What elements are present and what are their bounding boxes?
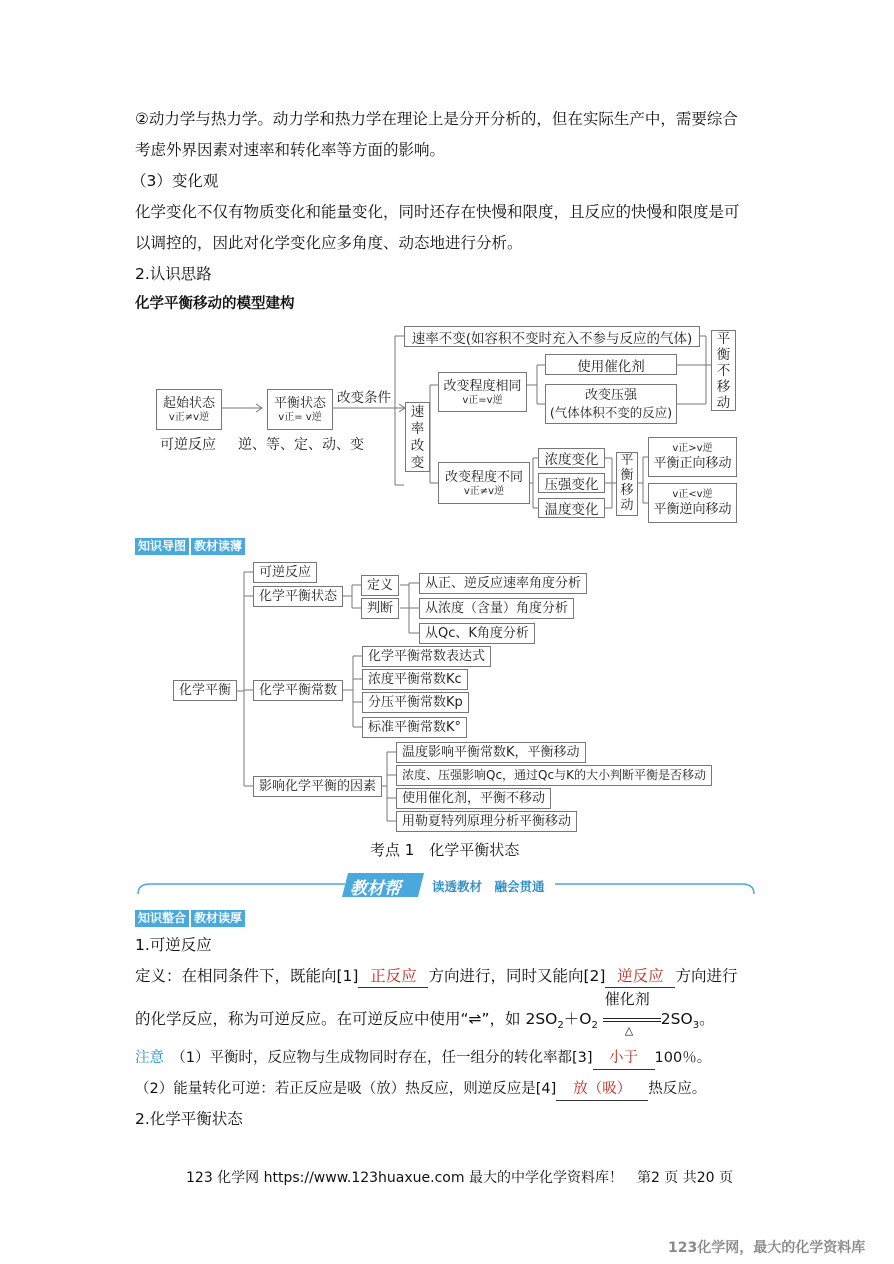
rate-change-char: 变 xyxy=(410,455,425,471)
rate-change-char: 速 xyxy=(410,404,425,420)
reaction-arrow xyxy=(603,990,661,1037)
mindmap-judgement: 判断 xyxy=(361,598,399,619)
mindmap-equilibrium-state: 化学平衡状态 xyxy=(253,586,343,607)
note-label: 注意 xyxy=(135,1050,164,1066)
start-state-caption: 可逆反应 xyxy=(160,437,216,453)
mindmap-factor-concentration-pressure: 浓度、压强影响Qc，通过Qc与K的大小判断平衡是否移动 xyxy=(396,765,712,786)
badge-textbook-thin: 教材读薄 xyxy=(191,538,245,555)
mindmap-constant-expression: 化学平衡常数表达式 xyxy=(362,646,491,667)
definition-line2 xyxy=(135,990,715,1037)
no-shift-char: 移 xyxy=(716,379,731,395)
rate-unchanged-box: 速率不变(如容积不变时充入不参与反应的气体) xyxy=(404,326,700,347)
definition-text-c: 方向进行 xyxy=(675,967,738,985)
pressure-change-label: 改变压强 xyxy=(584,388,637,403)
factor-pressure-box: 压强变化 xyxy=(538,473,605,493)
different-degree-condition: v正≠v逆 xyxy=(463,485,505,497)
note1-text-a: （1）平衡时，反应物与生成物同时存在，任一组分的转化率都[3] xyxy=(164,1050,593,1066)
mindmap-factor-catalyst: 使用催化剂，平衡不移动 xyxy=(396,788,551,809)
definition2-text-b: ＋O xyxy=(563,1010,592,1028)
note-line1 xyxy=(135,1047,711,1070)
note-line2 xyxy=(135,1078,706,1101)
mindmap-leaf-concentration: 从浓度（含量）角度分析 xyxy=(419,598,574,619)
note2-text-b: 热反应。 xyxy=(648,1081,707,1097)
shift-char: 移 xyxy=(620,483,634,498)
heat-label: △ xyxy=(624,1024,634,1037)
mindmap-leaf-qc-k: 从Qc、K角度分析 xyxy=(419,623,535,644)
answer-blank-1: 正反应 xyxy=(358,965,428,988)
badge-knowledge-map: 知识导图 xyxy=(135,538,189,555)
model-title: 化学平衡移动的模型建构 xyxy=(135,296,295,312)
equilibrium-state-label: 平衡状态 xyxy=(273,396,326,411)
banner-subtitle: 读透教材 融会贯通 xyxy=(432,879,545,894)
definition2-text-c: 2SO xyxy=(660,1010,693,1028)
heading-change-view: （3）变化观 xyxy=(131,172,219,190)
no-shift-char: 不 xyxy=(716,363,731,379)
subscript-2a: 2 xyxy=(557,1020,564,1032)
factor-temperature-box: 温度变化 xyxy=(538,498,605,518)
mindmap-constant-kp: 分压平衡常数Kp xyxy=(362,692,469,713)
rate-change-char: 率 xyxy=(410,421,425,437)
subscript-3: 3 xyxy=(692,1020,700,1032)
note2-text-a: （2）能量转化可逆：若正反应是吸（放）热反应，则逆反应是[4] xyxy=(135,1081,557,1097)
heading-thinking: 2.认识思路 xyxy=(135,265,212,283)
shift-char: 动 xyxy=(620,498,634,513)
no-shift-char: 衡 xyxy=(716,347,731,363)
shift-char: 衡 xyxy=(620,468,634,483)
paragraph-change-line2: 以调控的，因此对化学变化应多角度、动态地进行分析。 xyxy=(135,234,523,252)
shift-char: 平 xyxy=(620,453,634,468)
paragraph-change-line1: 化学变化不仅有物质变化和能量变化，同时还存在快慢和限度，且反应的快慢和限度是可 xyxy=(135,203,740,221)
mindmap-factor-le-chatelier: 用勒夏特列原理分析平衡移动 xyxy=(396,811,577,832)
forward-shift-condition: v正>v逆 xyxy=(672,442,713,454)
catalyst-box: 使用催化剂 xyxy=(545,354,677,375)
no-shift-char: 平 xyxy=(716,331,731,347)
rate-change-char: 改 xyxy=(410,438,425,454)
forward-shift-label: 平衡正向移动 xyxy=(653,455,732,471)
definition2-text-a: 的化学反应，称为可逆反应。在可逆反应中使用“⇌”，如 2SO xyxy=(135,1010,558,1028)
heading-equilibrium-state: 2.化学平衡状态 xyxy=(135,1110,243,1128)
change-conditions-label: 改变条件 xyxy=(337,390,391,406)
answer-blank-3: 小于 xyxy=(593,1047,655,1070)
start-state-label: 起始状态 xyxy=(162,396,215,411)
mindmap-influencing-factors: 影响化学平衡的因素 xyxy=(253,776,382,797)
section-title: 考点 1 化学平衡状态 xyxy=(370,841,520,859)
definition2-text-d: 。 xyxy=(699,1010,715,1028)
pressure-change-note: (气体体积不变的反应) xyxy=(549,405,673,420)
mindmap-factor-temperature: 温度影响平衡常数K，平衡移动 xyxy=(396,742,586,763)
heading-reversible: 1.可逆反应 xyxy=(135,936,212,954)
mindmap-constant-kc: 浓度平衡常数Kc xyxy=(362,669,468,690)
definition-text-b: 方向进行，同时又能向[2] xyxy=(428,967,606,985)
reverse-shift-condition: v正<v逆 xyxy=(672,488,713,500)
mindmap-definition: 定义 xyxy=(361,575,399,596)
badge-textbook-thick: 教材读厚 xyxy=(191,910,245,927)
arrow-top-line xyxy=(603,1018,661,1019)
different-degree-label: 改变程度不同 xyxy=(444,469,523,485)
mindmap-leaf-rate: 从正、逆反应速率角度分析 xyxy=(419,573,587,594)
same-degree-label: 改变程度相同 xyxy=(443,378,522,394)
no-shift-char: 动 xyxy=(716,395,731,411)
start-state-condition: v正≠v逆 xyxy=(168,412,210,423)
watermark: 123化学网，最大的化学资料库 xyxy=(668,1240,866,1256)
integrate-badge xyxy=(135,907,245,927)
paragraph-dynamics-line2: 考虑外界因素对速率和转化率等方面的影响。 xyxy=(135,141,446,159)
definition-text-a: 定义：在相同条件下，既能向[1] xyxy=(135,967,359,985)
equilibrium-state-condition: v正= v逆 xyxy=(278,412,322,423)
note1-text-b: 100％。 xyxy=(654,1050,712,1066)
paragraph-dynamics-line1: ②动力学与热力学。动力学和热力学在理论上是分开分析的，但在实际生产中，需要综合 xyxy=(135,110,738,128)
banner-main: 教材帮 xyxy=(350,879,401,899)
catalyst-label: 催化剂 xyxy=(604,990,650,1008)
factor-concentration-box: 浓度变化 xyxy=(538,448,605,468)
answer-blank-2: 逆反应 xyxy=(605,965,675,988)
reverse-shift-label: 平衡逆向移动 xyxy=(653,501,732,517)
mindmap-equilibrium-constant: 化学平衡常数 xyxy=(253,680,343,701)
equilibrium-state-caption: 逆、等、定、动、变 xyxy=(238,437,364,453)
mindmap-root: 化学平衡 xyxy=(173,680,237,701)
subscript-2b: 2 xyxy=(591,1020,598,1032)
mindmap-reversible-reaction: 可逆反应 xyxy=(253,562,317,583)
definition-line1 xyxy=(135,965,737,988)
mindmap-constant-standard: 标准平衡常数K° xyxy=(362,717,467,738)
answer-blank-4: 放（吸） xyxy=(556,1078,648,1101)
badge-knowledge-integration: 知识整合 xyxy=(135,910,189,927)
same-degree-condition: v正=v逆 xyxy=(462,394,503,406)
page-footer: 123 化学网 https://www.123huaxue.com 最大的中学化学资料库！ 第2 页 共20 页 xyxy=(186,1170,734,1186)
